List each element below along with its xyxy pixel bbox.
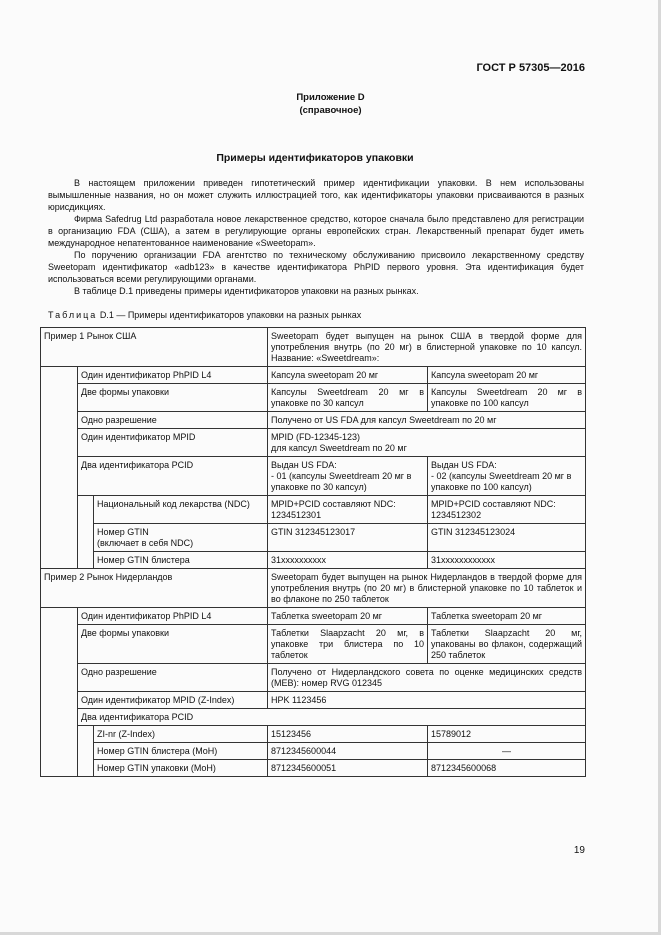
cell-value: Капсула sweetopam 20 мг bbox=[428, 367, 586, 384]
pcid-line: Выдан US FDA: bbox=[271, 460, 337, 470]
row-label: Номер GTIN упаковки (MoH) bbox=[94, 760, 268, 777]
cell-value: MPID+PCID составляют NDC: 1234512302 bbox=[428, 496, 586, 524]
row-label: Один идентификатор PhPID L4 bbox=[78, 367, 268, 384]
cell-value bbox=[268, 457, 428, 496]
table-row bbox=[41, 664, 586, 692]
example2-description: Sweetopam будет выпущен на рынок Нидерландов в твердой форме для употребления внутрь (по 20 мг) в блистерной упаковке по 10 таблеток и во флаконе по 250 таблеток bbox=[268, 569, 586, 608]
cell-value bbox=[268, 429, 586, 457]
cell-value bbox=[428, 457, 586, 496]
table-row bbox=[41, 367, 586, 384]
cell-value: Капсулы Sweetdream 20 мг в упаковке по 30 капсул bbox=[268, 384, 428, 412]
example1-description: Sweetopam будет выпущен на рынок США в твердой форме для употребления внутрь (по 20 мг) в блистерной упаковке по 10 капсул. Название: «Sweetdream»: bbox=[268, 328, 586, 367]
table-row bbox=[41, 760, 586, 777]
indent-cell bbox=[41, 367, 78, 569]
table-row bbox=[41, 608, 586, 625]
example1-header: Пример 1 Рынок США bbox=[41, 328, 268, 367]
cell-value: Таблетки Slaapzacht 20 мг, упакованы во флакон, содержащий 250 таблеток bbox=[428, 625, 586, 664]
table-caption bbox=[48, 310, 361, 320]
cell-value: HPK 1123456 bbox=[268, 692, 586, 709]
cell-value: Получено от US FDA для капсул Sweetdream по 20 мг bbox=[268, 412, 586, 429]
mpid-line: MPID (FD-12345-123) bbox=[271, 432, 361, 442]
row-label: Два идентификатора PCID bbox=[78, 709, 586, 726]
row-label: Один идентификатор PhPID L4 bbox=[78, 608, 268, 625]
pcid-line: - 02 (капсулы Sweetdream 20 мг в упаковке по 100 капсул) bbox=[431, 471, 572, 492]
cell-value: 15123456 bbox=[268, 726, 428, 743]
table-row bbox=[41, 726, 586, 743]
table-row bbox=[41, 692, 586, 709]
cell-value: 31xxxxxxxxxxxx bbox=[428, 552, 586, 569]
appendix-title: Приложение D bbox=[296, 92, 365, 103]
cell-value: Таблетка sweetopam 20 мг bbox=[428, 608, 586, 625]
cell-value: Получено от Нидерландского совета по оценке медицинских средств (MEB): номер RVG 012345 bbox=[268, 664, 586, 692]
row-label: Один идентификатор MPID (Z-Index) bbox=[78, 692, 268, 709]
mpid-line: для капсул Sweetdream по 20 мг bbox=[271, 443, 407, 453]
gtin-label-line: Номер GTIN bbox=[97, 527, 149, 537]
table-row bbox=[41, 457, 586, 496]
row-label: Две формы упаковки bbox=[78, 384, 268, 412]
table-row bbox=[41, 328, 586, 367]
table-row bbox=[41, 429, 586, 457]
page-number: 19 bbox=[573, 845, 585, 856]
row-label: Две формы упаковки bbox=[78, 625, 268, 664]
cell-value: 8712345600044 bbox=[268, 743, 428, 760]
table-row bbox=[41, 709, 586, 726]
row-label: Одно разрешение bbox=[78, 412, 268, 429]
row-label: Одно разрешение bbox=[78, 664, 268, 692]
table-row bbox=[41, 552, 586, 569]
cell-value: Таблетки Slaapzacht 20 мг, в упаковке три блистера по 10 таблеток bbox=[268, 625, 428, 664]
row-label: Национальный код лекарства (NDC) bbox=[94, 496, 268, 524]
cell-value: GTIN 312345123024 bbox=[428, 524, 586, 552]
cell-value: Таблетка sweetopam 20 мг bbox=[268, 608, 428, 625]
row-label: ZI-nr (Z-Index) bbox=[94, 726, 268, 743]
pcid-line: Выдан US FDA: bbox=[431, 460, 497, 470]
cell-value: Капсула sweetopam 20 мг bbox=[268, 367, 428, 384]
row-label: Два идентификатора PCID bbox=[78, 457, 268, 496]
appendix-subtitle: (справочное) bbox=[299, 105, 362, 116]
table-row bbox=[41, 743, 586, 760]
table-row bbox=[41, 625, 586, 664]
row-label: Номер GTIN блистера (MoH) bbox=[94, 743, 268, 760]
cell-value: 8712345600068 bbox=[428, 760, 586, 777]
indent-cell bbox=[41, 608, 78, 777]
cell-value: 31xxxxxxxxxx bbox=[268, 552, 428, 569]
paragraph: В таблице D.1 приведены примеры идентификаторов упаковки на разных рынках. bbox=[74, 286, 419, 296]
appendix-heading bbox=[0, 91, 661, 117]
example2-header: Пример 2 Рынок Нидерландов bbox=[41, 569, 268, 608]
paragraph: По поручению организации FDA агентство по техническому обслуживанию присвоило лекарственному средству Sweetopam идентификатор «adb123» в качестве идентификатора PhPID первого уровня. Эта идентификация будет использоваться всеми регулирующими органами. bbox=[48, 250, 584, 284]
section-title: Примеры идентификаторов упаковки bbox=[216, 152, 414, 164]
table-row bbox=[41, 569, 586, 608]
table-row bbox=[41, 524, 586, 552]
paragraph: В настоящем приложении приведен гипотетический пример идентификации упаковки. В нем использованы вымышленные названия, но он может служить иллюстрацией того, как идентификаторы упаковки присваиваются в разных юрисдикциях. bbox=[48, 178, 584, 212]
pcid-line: - 01 (капсулы Sweetdream 20 мг в упаковке по 30 капсул) bbox=[271, 471, 412, 492]
paragraph: Фирма Safedrug Ltd разработала новое лекарственное средство, которое сначала было представлено для регистрации в организацию FDA (США), а затем в регулирующие органы европейских стран. Лекарственный препарат будет иметь международное непатентованное наименование «Sweetopam». bbox=[48, 214, 584, 248]
row-label: Один идентификатор MPID bbox=[78, 429, 268, 457]
identifiers-table bbox=[40, 327, 586, 777]
row-label bbox=[94, 524, 268, 552]
cell-value: MPID+PCID составляют NDC: 1234512301 bbox=[268, 496, 428, 524]
body-text bbox=[48, 177, 584, 297]
cell-value: 8712345600051 bbox=[268, 760, 428, 777]
standard-id: ГОСТ Р 57305—2016 bbox=[476, 62, 585, 74]
row-label: Номер GTIN блистера bbox=[94, 552, 268, 569]
table-caption-label: Таблица bbox=[48, 310, 98, 320]
table-row bbox=[41, 496, 586, 524]
cell-value: 15789012 bbox=[428, 726, 586, 743]
indent-cell bbox=[78, 726, 94, 777]
table-row bbox=[41, 384, 586, 412]
cell-value: GTIN 312345123017 bbox=[268, 524, 428, 552]
cell-value: — bbox=[428, 743, 586, 760]
cell-value: Капсулы Sweetdream 20 мг в упаковке по 100 капсул bbox=[428, 384, 586, 412]
table-caption-text: D.1 — Примеры идентификаторов упаковки на разных рынках bbox=[99, 310, 362, 320]
gtin-label-line: (включает в себя NDC) bbox=[97, 538, 194, 548]
table-row bbox=[41, 412, 586, 429]
indent-cell bbox=[78, 496, 94, 569]
